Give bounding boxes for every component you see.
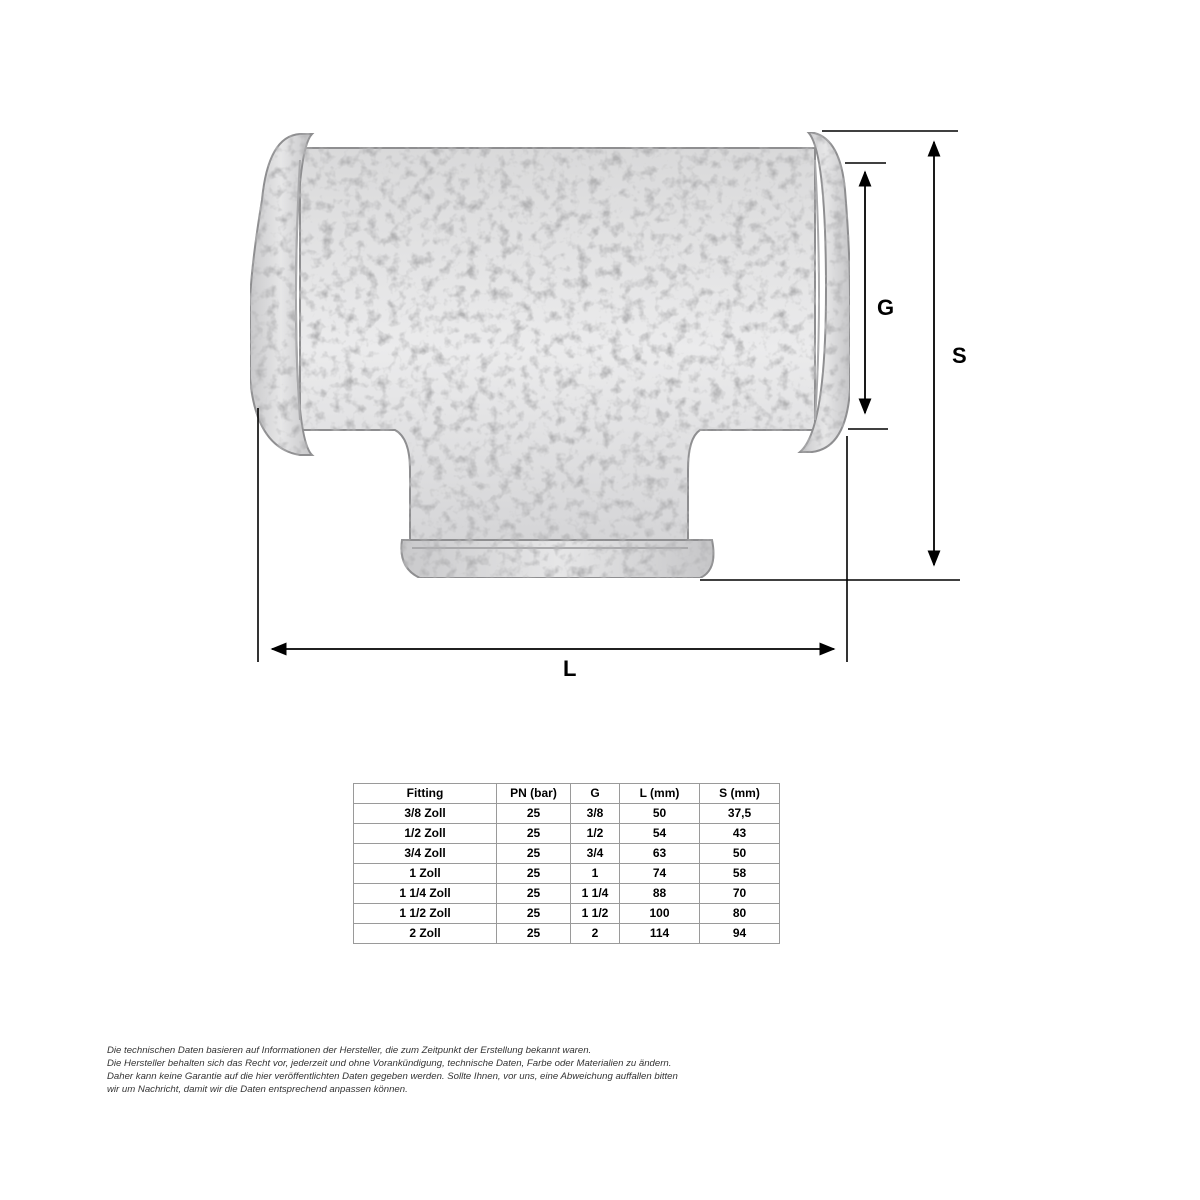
header-g: G <box>571 784 620 804</box>
cell-l: 100 <box>620 904 700 924</box>
cell-s: 43 <box>700 824 780 844</box>
cell-g: 1 1/4 <box>571 884 620 904</box>
table-row <box>354 864 780 884</box>
cell-pn: 25 <box>497 924 571 944</box>
cell-fitting: 3/8 Zoll <box>354 804 497 824</box>
table-header-row <box>354 784 780 804</box>
cell-pn: 25 <box>497 904 571 924</box>
header-fitting: Fitting <box>354 784 497 804</box>
cell-pn: 25 <box>497 864 571 884</box>
cell-s: 50 <box>700 844 780 864</box>
table-row <box>354 824 780 844</box>
cell-s: 80 <box>700 904 780 924</box>
fitting-body <box>250 132 850 578</box>
cell-l: 88 <box>620 884 700 904</box>
cell-g: 3/8 <box>571 804 620 824</box>
table-row <box>354 884 780 904</box>
cell-fitting: 1 1/4 Zoll <box>354 884 497 904</box>
s-dimension-label: S <box>952 343 967 368</box>
table-row <box>354 904 780 924</box>
cell-g: 1 <box>571 864 620 884</box>
header-s: S (mm) <box>700 784 780 804</box>
cell-fitting: 2 Zoll <box>354 924 497 944</box>
cell-fitting: 3/4 Zoll <box>354 844 497 864</box>
cell-fitting: 1 Zoll <box>354 864 497 884</box>
cell-pn: 25 <box>497 884 571 904</box>
cell-g: 2 <box>571 924 620 944</box>
disclaimer-line: wir um Nachricht, damit wir die Daten entsprechend anpassen können. <box>107 1084 408 1095</box>
cell-s: 37,5 <box>700 804 780 824</box>
cell-l: 74 <box>620 864 700 884</box>
cell-g: 3/4 <box>571 844 620 864</box>
header-pn: PN (bar) <box>497 784 571 804</box>
cell-s: 70 <box>700 884 780 904</box>
cell-l: 63 <box>620 844 700 864</box>
main-run <box>300 148 815 548</box>
cell-s: 94 <box>700 924 780 944</box>
disclaimer-line: Die technischen Daten basieren auf Informationen der Hersteller, die zum Zeitpunkt der Erstellung bekannt waren. <box>107 1045 592 1056</box>
g-dimension-label: G <box>877 295 895 320</box>
table-row <box>354 804 780 824</box>
cell-g: 1 1/2 <box>571 904 620 924</box>
cell-l: 114 <box>620 924 700 944</box>
cell-fitting: 1 1/2 Zoll <box>354 904 497 924</box>
table-row <box>354 924 780 944</box>
bottom-collar <box>401 540 713 578</box>
header-l: L (mm) <box>620 784 700 804</box>
cell-fitting: 1/2 Zoll <box>354 824 497 844</box>
cell-g: 1/2 <box>571 824 620 844</box>
cell-s: 58 <box>700 864 780 884</box>
cell-l: 54 <box>620 824 700 844</box>
disclaimer-line: Daher kann keine Garantie auf die hier veröffentlichten Daten gegeben werden. Sollte Ihnen, vor uns, eine Abweichung auffallen bitten <box>107 1071 678 1082</box>
cell-pn: 25 <box>497 824 571 844</box>
cell-pn: 25 <box>497 804 571 824</box>
disclaimer-text <box>107 1044 827 1096</box>
fitting-spec-table <box>353 783 780 944</box>
table-row <box>354 844 780 864</box>
l-dimension-label: L <box>563 656 577 681</box>
cell-pn: 25 <box>497 844 571 864</box>
disclaimer-line: Die Hersteller behalten sich das Recht vor, jederzeit und ohne Vorankündigung, technische Daten, Farbe oder Materialien zu ändern. <box>107 1058 672 1069</box>
cell-l: 50 <box>620 804 700 824</box>
